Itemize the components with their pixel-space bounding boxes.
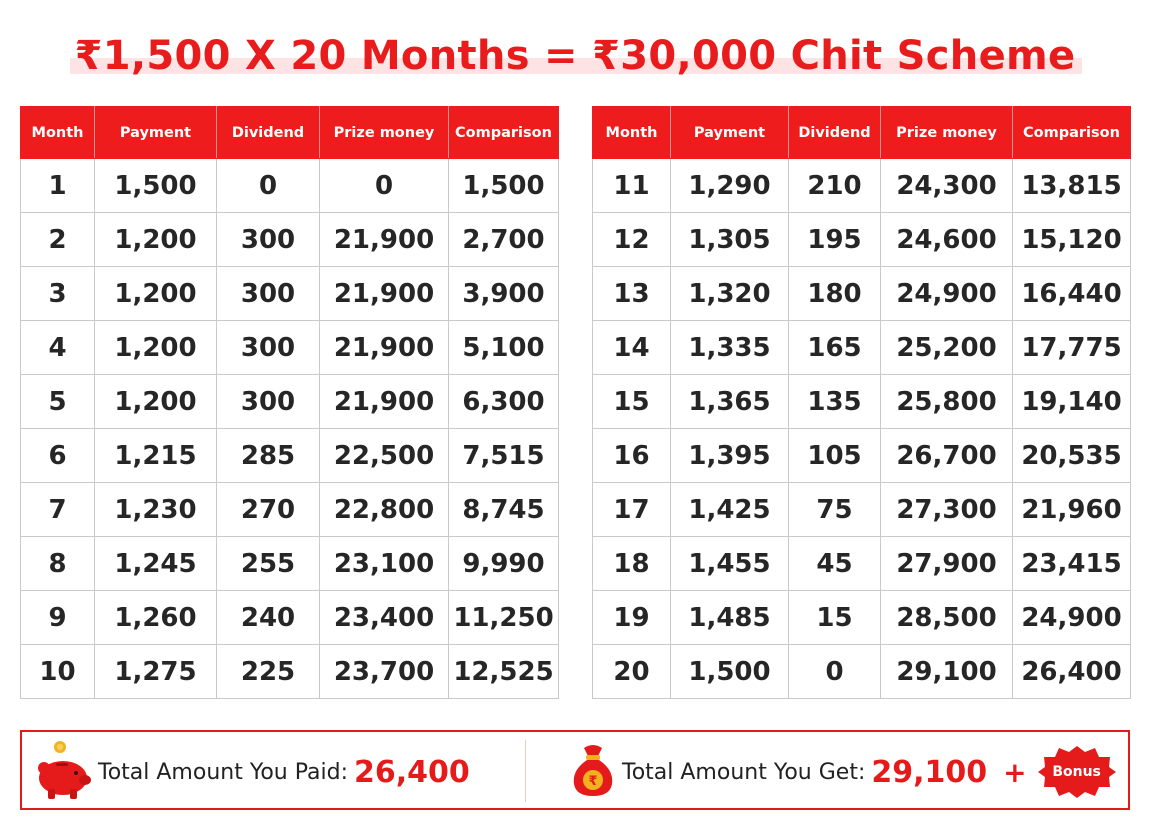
cell-month: 14 [593, 321, 671, 375]
cell-prize-money: 28,500 [881, 591, 1013, 645]
cell-month: 17 [593, 483, 671, 537]
cell-dividend: 45 [789, 537, 881, 591]
table-row [593, 591, 1131, 645]
cell-month: 18 [593, 537, 671, 591]
cell-month: 7 [21, 483, 95, 537]
column-header-payment: Payment [671, 107, 789, 159]
cell-month: 13 [593, 267, 671, 321]
cell-month: 1 [21, 159, 95, 213]
cell-month: 12 [593, 213, 671, 267]
cell-prize-money: 27,300 [881, 483, 1013, 537]
cell-month: 5 [21, 375, 95, 429]
cell-prize-money: 23,700 [320, 645, 449, 699]
cell-comparison: 26,400 [1013, 645, 1131, 699]
cell-dividend: 300 [217, 375, 320, 429]
cell-prize-money: 24,300 [881, 159, 1013, 213]
cell-comparison: 5,100 [449, 321, 559, 375]
cell-dividend: 15 [789, 591, 881, 645]
cell-comparison: 17,775 [1013, 321, 1131, 375]
cell-comparison: 13,815 [1013, 159, 1131, 213]
cell-dividend: 300 [217, 321, 320, 375]
cell-payment: 1,500 [671, 645, 789, 699]
cell-payment: 1,260 [95, 591, 217, 645]
cell-payment: 1,290 [671, 159, 789, 213]
cell-month: 8 [21, 537, 95, 591]
cell-prize-money: 21,900 [320, 321, 449, 375]
column-header-prize-money: Prize money [881, 107, 1013, 159]
cell-payment: 1,200 [95, 321, 217, 375]
total-get-value: 29,100 [871, 754, 988, 790]
column-header-dividend: Dividend [217, 107, 320, 159]
column-header-dividend: Dividend [789, 107, 881, 159]
column-header-payment: Payment [95, 107, 217, 159]
cell-dividend: 270 [217, 483, 320, 537]
cell-dividend: 180 [789, 267, 881, 321]
cell-month: 4 [21, 321, 95, 375]
cell-prize-money: 29,100 [881, 645, 1013, 699]
cell-payment: 1,245 [95, 537, 217, 591]
cell-payment: 1,200 [95, 213, 217, 267]
cell-dividend: 195 [789, 213, 881, 267]
cell-comparison: 7,515 [449, 429, 559, 483]
cell-comparison: 21,960 [1013, 483, 1131, 537]
cell-dividend: 75 [789, 483, 881, 537]
cell-month: 15 [593, 375, 671, 429]
bonus-badge [1037, 744, 1117, 800]
cell-prize-money: 21,900 [320, 213, 449, 267]
cell-prize-money: 25,200 [881, 321, 1013, 375]
cell-month: 20 [593, 645, 671, 699]
cell-payment: 1,200 [95, 267, 217, 321]
table-row [21, 375, 559, 429]
column-header-month: Month [593, 107, 671, 159]
cell-prize-money: 21,900 [320, 267, 449, 321]
bonus-label: Bonus [1052, 764, 1101, 780]
cell-month: 11 [593, 159, 671, 213]
cell-payment: 1,485 [671, 591, 789, 645]
cell-comparison: 16,440 [1013, 267, 1131, 321]
table-row [593, 321, 1131, 375]
table-row [21, 213, 559, 267]
cell-payment: 1,320 [671, 267, 789, 321]
cell-payment: 1,305 [671, 213, 789, 267]
cell-comparison: 24,900 [1013, 591, 1131, 645]
cell-payment: 1,455 [671, 537, 789, 591]
total-get-label: Total Amount You Get: [622, 759, 866, 785]
total-get-group [570, 740, 1117, 804]
table-row [593, 645, 1131, 699]
cell-month: 16 [593, 429, 671, 483]
money-bag-icon [570, 742, 616, 803]
cell-dividend: 0 [789, 645, 881, 699]
cell-dividend: 300 [217, 213, 320, 267]
column-header-month: Month [21, 107, 95, 159]
cell-month: 10 [21, 645, 95, 699]
table-row [21, 483, 559, 537]
total-paid-group [34, 740, 470, 804]
column-header-prize-money: Prize money [320, 107, 449, 159]
cell-prize-money: 24,900 [881, 267, 1013, 321]
cell-dividend: 210 [789, 159, 881, 213]
totals-summary-box [20, 730, 1130, 810]
cell-prize-money: 0 [320, 159, 449, 213]
cell-payment: 1,365 [671, 375, 789, 429]
cell-payment: 1,395 [671, 429, 789, 483]
cell-dividend: 165 [789, 321, 881, 375]
table-row [593, 537, 1131, 591]
table-row [21, 537, 559, 591]
cell-payment: 1,230 [95, 483, 217, 537]
summary-divider [525, 740, 526, 802]
table-row [21, 159, 559, 213]
cell-comparison: 8,745 [449, 483, 559, 537]
table-header-row [21, 107, 559, 159]
cell-comparison: 19,140 [1013, 375, 1131, 429]
schedule-table-months-1-10 [20, 106, 559, 699]
page-title: ₹1,500 X 20 Months = ₹30,000 Chit Scheme [74, 33, 1076, 79]
cell-prize-money: 21,900 [320, 375, 449, 429]
cell-comparison: 9,990 [449, 537, 559, 591]
cell-dividend: 0 [217, 159, 320, 213]
schedule-table-months-11-20 [592, 106, 1131, 699]
cell-prize-money: 27,900 [881, 537, 1013, 591]
cell-comparison: 20,535 [1013, 429, 1131, 483]
cell-comparison: 12,525 [449, 645, 559, 699]
cell-dividend: 255 [217, 537, 320, 591]
cell-dividend: 240 [217, 591, 320, 645]
cell-prize-money: 22,500 [320, 429, 449, 483]
cell-prize-money: 23,400 [320, 591, 449, 645]
cell-dividend: 300 [217, 267, 320, 321]
plus-sign: + [1003, 755, 1027, 789]
cell-prize-money: 24,600 [881, 213, 1013, 267]
cell-comparison: 23,415 [1013, 537, 1131, 591]
cell-prize-money: 23,100 [320, 537, 449, 591]
total-paid-value: 26,400 [353, 754, 470, 790]
table-row [593, 267, 1131, 321]
cell-comparison: 2,700 [449, 213, 559, 267]
cell-payment: 1,500 [95, 159, 217, 213]
cell-month: 9 [21, 591, 95, 645]
cell-comparison: 11,250 [449, 591, 559, 645]
cell-month: 6 [21, 429, 95, 483]
total-paid-label: Total Amount You Paid: [98, 759, 348, 785]
table-row [21, 321, 559, 375]
table-row [21, 267, 559, 321]
svg-text:₹: ₹ [588, 773, 598, 789]
cell-dividend: 225 [217, 645, 320, 699]
cell-dividend: 105 [789, 429, 881, 483]
table-header-row [593, 107, 1131, 159]
cell-comparison: 1,500 [449, 159, 559, 213]
cell-prize-money: 25,800 [881, 375, 1013, 429]
table-row [21, 645, 559, 699]
cell-dividend: 135 [789, 375, 881, 429]
cell-payment: 1,215 [95, 429, 217, 483]
cell-payment: 1,275 [95, 645, 217, 699]
cell-comparison: 15,120 [1013, 213, 1131, 267]
cell-month: 2 [21, 213, 95, 267]
cell-month: 3 [21, 267, 95, 321]
cell-dividend: 285 [217, 429, 320, 483]
table-row [593, 429, 1131, 483]
table-row [593, 159, 1131, 213]
table-row [21, 429, 559, 483]
title-container [0, 28, 1150, 84]
cell-prize-money: 22,800 [320, 483, 449, 537]
cell-comparison: 3,900 [449, 267, 559, 321]
cell-month: 19 [593, 591, 671, 645]
table-row [21, 591, 559, 645]
column-header-comparison: Comparison [1013, 107, 1131, 159]
table-row [593, 375, 1131, 429]
cell-payment: 1,200 [95, 375, 217, 429]
column-header-comparison: Comparison [449, 107, 559, 159]
table-row [593, 213, 1131, 267]
cell-prize-money: 26,700 [881, 429, 1013, 483]
table-row [593, 483, 1131, 537]
piggy-bank-icon [34, 738, 92, 807]
cell-payment: 1,335 [671, 321, 789, 375]
cell-payment: 1,425 [671, 483, 789, 537]
cell-comparison: 6,300 [449, 375, 559, 429]
